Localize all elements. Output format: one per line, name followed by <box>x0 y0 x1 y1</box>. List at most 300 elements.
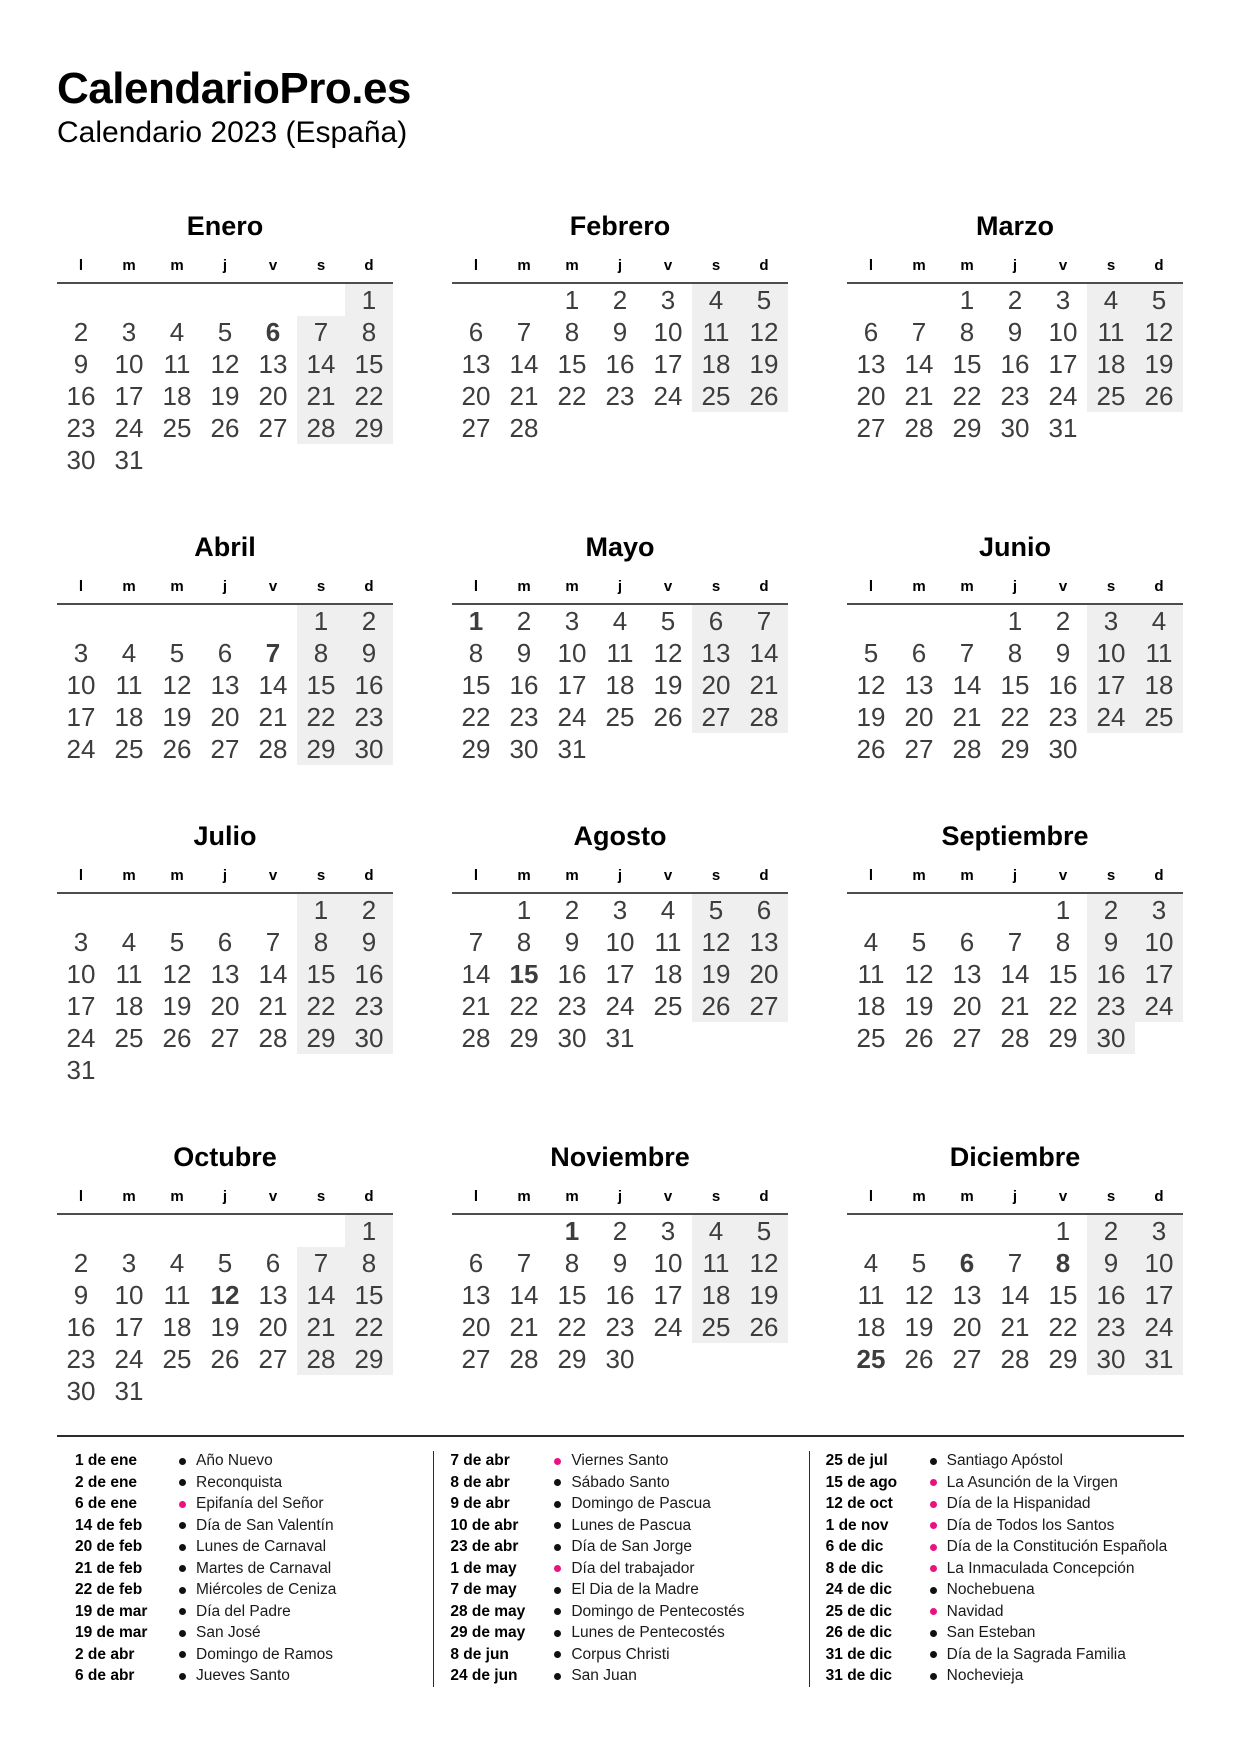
weekday-header: l <box>452 1180 500 1214</box>
day-cell: 6 <box>911 637 927 668</box>
empty-cell <box>895 283 943 316</box>
day-cell: 6 <box>959 926 975 957</box>
empty-cell <box>57 283 105 316</box>
holiday-bullet-icon <box>930 1522 937 1529</box>
empty-cell <box>895 1214 943 1247</box>
day-cell: 22 <box>297 701 345 733</box>
day-cell: 14 <box>258 958 288 989</box>
day-cell: 17 <box>66 701 96 732</box>
day-cell: 30 <box>1087 1343 1135 1375</box>
day-cell: 20 <box>258 381 288 412</box>
weekday-header: l <box>452 570 500 604</box>
holiday-bullet-icon <box>930 1608 937 1615</box>
day-cell: 14 <box>258 669 288 700</box>
empty-cell <box>57 893 105 926</box>
day-cell: 28 <box>740 701 788 733</box>
empty-cell <box>692 412 740 444</box>
legend-date: 12 de oct <box>825 1495 893 1513</box>
day-cell: 22 <box>345 1311 393 1343</box>
holiday-bullet-icon <box>554 1673 561 1680</box>
day-cell: 18 <box>692 1279 740 1311</box>
empty-cell <box>644 733 692 765</box>
day-cell: 23 <box>509 701 539 732</box>
weekday-header: s <box>692 859 740 893</box>
day-cell: 16 <box>509 669 539 700</box>
legend-date: 7 de abr <box>450 1452 510 1470</box>
day-cell: 16 <box>1087 958 1135 990</box>
day-cell: 11 <box>857 1279 885 1310</box>
legend-holiday-name: Miércoles de Ceniza <box>196 1581 337 1599</box>
legend-column-3 <box>809 1451 1184 1688</box>
legend-item <box>450 1601 808 1623</box>
empty-cell <box>548 412 596 444</box>
legend-date: 8 de jun <box>450 1645 509 1663</box>
weekday-header: s <box>1087 1180 1135 1214</box>
weekday-header: j <box>991 1180 1039 1214</box>
day-cell: 19 <box>210 381 240 412</box>
day-cell: 15 <box>297 669 345 701</box>
day-cell: 28 <box>461 1022 491 1053</box>
day-cell: 28 <box>258 733 288 764</box>
day-cell: 3 <box>121 1247 137 1278</box>
day-cell: 7 <box>1007 1247 1023 1278</box>
day-cell: 9 <box>345 926 393 958</box>
weekday-header: m <box>895 249 943 283</box>
holiday-bullet-icon <box>930 1544 937 1551</box>
day-cell: 28 <box>1000 1022 1030 1053</box>
day-cell: 16 <box>1000 349 1030 380</box>
holiday-bullet-icon <box>930 1458 937 1465</box>
day-cell: 26 <box>1135 380 1183 412</box>
legend-item <box>75 1601 433 1623</box>
day-cell: 6 <box>265 1247 281 1278</box>
day-cell: 29 <box>461 733 491 764</box>
legend-holiday-name: Año Nuevo <box>196 1452 273 1470</box>
empty-cell <box>692 1022 740 1054</box>
holiday-bullet-icon <box>179 1544 186 1551</box>
day-cell: 29 <box>509 1022 539 1053</box>
legend-holiday-name: Corpus Christi <box>571 1645 670 1663</box>
empty-cell <box>201 1214 249 1247</box>
month-title: Mayo <box>585 532 655 563</box>
day-cell: 26 <box>740 380 788 412</box>
day-cell: 23 <box>605 1311 635 1342</box>
empty-cell <box>297 1214 345 1247</box>
day-cell: 5 <box>217 1247 233 1278</box>
day-cell: 10 <box>66 958 96 989</box>
legend-item <box>75 1494 433 1516</box>
day-cell: 23 <box>605 381 635 412</box>
legend-holiday-name: San Juan <box>571 1667 637 1685</box>
day-cell: 8 <box>345 1247 393 1279</box>
legend-item <box>450 1623 808 1645</box>
holiday-bullet-icon <box>179 1630 186 1637</box>
day-cell: 8 <box>1055 926 1071 957</box>
day-cell: 30 <box>1048 733 1078 764</box>
holiday-bullet-icon <box>179 1587 186 1594</box>
empty-cell <box>105 283 153 316</box>
day-cell: 5 <box>217 317 233 348</box>
legend-item <box>450 1558 808 1580</box>
weekday-header: m <box>153 249 201 283</box>
day-cell: 11 <box>654 926 682 957</box>
empty-cell <box>201 1375 249 1407</box>
day-cell: 10 <box>1135 1247 1183 1279</box>
weekday-header: d <box>740 1180 788 1214</box>
weekday-header: m <box>895 1180 943 1214</box>
legend-column-2 <box>433 1451 808 1688</box>
day-cell: 17 <box>1087 669 1135 701</box>
weekday-header: d <box>345 570 393 604</box>
empty-cell <box>345 444 393 476</box>
empty-cell <box>297 1054 345 1086</box>
day-cell: 29 <box>1048 1022 1078 1053</box>
empty-cell <box>153 444 201 476</box>
day-cell: 23 <box>345 990 393 1022</box>
day-cell: 26 <box>904 1022 934 1053</box>
month-table <box>847 570 1183 765</box>
day-cell: 15 <box>557 349 587 380</box>
legend-date: 21 de feb <box>75 1559 143 1577</box>
day-cell: 7 <box>297 316 345 348</box>
day-cell: 27 <box>692 701 740 733</box>
day-cell: 27 <box>461 413 491 444</box>
weekday-header: l <box>452 859 500 893</box>
weekday-header: v <box>249 570 297 604</box>
day-cell: 30 <box>557 1022 587 1053</box>
day-cell: 11 <box>115 669 143 700</box>
day-cell: 19 <box>162 701 192 732</box>
weekday-header: l <box>57 249 105 283</box>
legend-item <box>450 1515 808 1537</box>
day-cell: 25 <box>692 380 740 412</box>
day-cell: 4 <box>863 1247 879 1278</box>
legend-item <box>75 1515 433 1537</box>
day-cell: 13 <box>692 637 740 669</box>
day-cell: 23 <box>557 990 587 1021</box>
day-cell: 9 <box>1007 317 1023 348</box>
holiday-bullet-icon <box>554 1458 561 1465</box>
legend-item <box>826 1580 1184 1602</box>
legend-date: 25 de dic <box>825 1602 892 1620</box>
day-cell: 29 <box>1048 1343 1078 1374</box>
empty-cell <box>692 1343 740 1375</box>
day-cell: 5 <box>660 605 676 636</box>
day-cell: 24 <box>1048 381 1078 412</box>
day-cell: 12 <box>210 1279 240 1310</box>
day-cell: 29 <box>952 413 982 444</box>
day-cell: 28 <box>509 1343 539 1374</box>
day-cell: 2 <box>612 1215 628 1246</box>
day-cell: 21 <box>509 381 539 412</box>
day-cell: 10 <box>653 1247 683 1278</box>
empty-cell <box>249 1375 297 1407</box>
day-cell: 1 <box>1007 605 1023 636</box>
weekday-header: d <box>345 249 393 283</box>
empty-cell <box>500 1214 548 1247</box>
day-cell: 2 <box>1055 605 1071 636</box>
legend-holiday-name: Viernes Santo <box>571 1452 669 1470</box>
day-cell: 1 <box>297 604 345 637</box>
day-cell: 14 <box>904 349 934 380</box>
weekday-header: j <box>201 570 249 604</box>
legend-item <box>826 1494 1184 1516</box>
month-febrero <box>452 211 788 444</box>
day-cell: 26 <box>692 990 740 1022</box>
day-cell: 13 <box>210 669 240 700</box>
day-cell: 24 <box>1135 990 1183 1022</box>
legend-holiday-name: Nochevieja <box>946 1667 1024 1685</box>
day-cell: 5 <box>169 926 185 957</box>
legend-date: 19 de mar <box>75 1602 148 1620</box>
day-cell: 23 <box>1048 701 1078 732</box>
weekday-header: s <box>1087 249 1135 283</box>
day-cell: 6 <box>692 604 740 637</box>
empty-cell <box>644 1022 692 1054</box>
day-cell: 11 <box>692 316 740 348</box>
weekday-header: l <box>57 1180 105 1214</box>
day-cell: 12 <box>740 1247 788 1279</box>
day-cell: 17 <box>557 669 587 700</box>
day-cell: 2 <box>345 893 393 926</box>
day-cell: 31 <box>605 1022 635 1053</box>
day-cell: 8 <box>297 926 345 958</box>
empty-cell <box>57 604 105 637</box>
empty-cell <box>201 1054 249 1086</box>
day-cell: 3 <box>1135 893 1183 926</box>
day-cell: 11 <box>606 637 634 668</box>
day-cell: 25 <box>856 1343 886 1374</box>
weekday-header: j <box>596 859 644 893</box>
legend-date: 24 de jun <box>450 1667 518 1685</box>
day-cell: 5 <box>740 1214 788 1247</box>
empty-cell <box>452 893 500 926</box>
day-cell: 5 <box>740 283 788 316</box>
day-cell: 31 <box>557 733 587 764</box>
legend-item <box>75 1537 433 1559</box>
day-cell: 10 <box>66 669 96 700</box>
month-mayo <box>452 532 788 765</box>
legend-holiday-name: Jueves Santo <box>196 1667 290 1685</box>
legend-holiday-name: San José <box>196 1624 261 1642</box>
legend-item <box>450 1451 808 1473</box>
legend-date: 1 de ene <box>75 1452 138 1470</box>
day-cell: 4 <box>121 926 137 957</box>
day-cell: 16 <box>345 958 393 990</box>
legend-holiday-name: Lunes de Pascua <box>571 1516 692 1534</box>
weekday-header: v <box>1039 859 1087 893</box>
weekday-header: m <box>105 249 153 283</box>
holiday-bullet-icon <box>179 1458 186 1465</box>
weekday-header: l <box>57 859 105 893</box>
day-cell: 9 <box>1087 926 1135 958</box>
day-cell: 20 <box>461 1311 491 1342</box>
empty-cell <box>991 1214 1039 1247</box>
empty-cell <box>153 604 201 637</box>
day-cell: 23 <box>345 701 393 733</box>
weekday-header: s <box>297 249 345 283</box>
day-cell: 26 <box>653 701 683 732</box>
day-cell: 30 <box>1087 1022 1135 1054</box>
empty-cell <box>596 412 644 444</box>
day-cell: 14 <box>297 348 345 380</box>
empty-cell <box>201 893 249 926</box>
day-cell: 2 <box>1007 285 1023 316</box>
weekday-header: d <box>1135 249 1183 283</box>
weekday-header: j <box>596 249 644 283</box>
month-table <box>57 570 393 765</box>
day-cell: 29 <box>557 1343 587 1374</box>
day-cell: 21 <box>1000 990 1030 1021</box>
day-cell: 2 <box>516 605 532 636</box>
day-cell: 22 <box>952 381 982 412</box>
day-cell: 4 <box>692 283 740 316</box>
weekday-header: m <box>548 570 596 604</box>
day-cell: 7 <box>516 317 532 348</box>
holiday-bullet-icon <box>930 1673 937 1680</box>
day-cell: 8 <box>516 926 532 957</box>
day-cell: 11 <box>163 349 191 380</box>
day-cell: 13 <box>461 349 491 380</box>
day-cell: 21 <box>509 1311 539 1342</box>
day-cell: 25 <box>1135 701 1183 733</box>
day-cell: 6 <box>217 637 233 668</box>
legend-item <box>75 1472 433 1494</box>
day-cell: 13 <box>904 669 934 700</box>
day-cell: 15 <box>1000 669 1030 700</box>
day-cell: 2 <box>73 317 89 348</box>
legend-date: 10 de abr <box>450 1516 519 1534</box>
legend-holiday-name: Reconquista <box>196 1473 283 1491</box>
day-cell: 20 <box>210 701 240 732</box>
day-cell: 15 <box>557 1279 587 1310</box>
day-cell: 18 <box>856 1311 886 1342</box>
day-cell: 18 <box>162 1311 192 1342</box>
day-cell: 10 <box>114 349 144 380</box>
day-cell: 16 <box>66 1311 96 1342</box>
day-cell: 8 <box>564 1247 580 1278</box>
month-noviembre <box>452 1142 788 1375</box>
day-cell: 9 <box>516 637 532 668</box>
legend-item <box>826 1601 1184 1623</box>
day-cell: 6 <box>265 317 281 348</box>
empty-cell <box>943 1214 991 1247</box>
empty-cell <box>847 283 895 316</box>
day-cell: 1 <box>564 285 580 316</box>
day-cell: 17 <box>1135 1279 1183 1311</box>
day-cell: 3 <box>121 317 137 348</box>
day-cell: 3 <box>1135 1214 1183 1247</box>
legend-date: 8 de abr <box>450 1473 510 1491</box>
day-cell: 18 <box>1135 669 1183 701</box>
day-cell: 31 <box>114 1375 144 1406</box>
legend-holiday-name: Lunes de Carnaval <box>196 1538 327 1556</box>
day-cell: 27 <box>258 1343 288 1374</box>
day-cell: 2 <box>345 604 393 637</box>
day-cell: 18 <box>1087 348 1135 380</box>
day-cell: 3 <box>73 637 89 668</box>
day-cell: 9 <box>1087 1247 1135 1279</box>
empty-cell <box>201 444 249 476</box>
empty-cell <box>1135 733 1183 765</box>
legend-holiday-name: Día de San Valentín <box>196 1516 334 1534</box>
empty-cell <box>991 893 1039 926</box>
day-cell: 12 <box>210 349 240 380</box>
day-cell: 15 <box>509 958 539 989</box>
legend-item <box>75 1451 433 1473</box>
day-cell: 11 <box>115 958 143 989</box>
month-table <box>452 859 788 1054</box>
legend-date: 19 de mar <box>75 1624 148 1642</box>
weekday-header: m <box>153 859 201 893</box>
day-cell: 22 <box>557 1311 587 1342</box>
month-title: Noviembre <box>550 1141 690 1172</box>
legend-item <box>75 1623 433 1645</box>
weekday-header: m <box>943 570 991 604</box>
empty-cell <box>644 412 692 444</box>
legend-holiday-name: La Asunción de la Virgen <box>946 1473 1118 1491</box>
month-agosto <box>452 821 788 1054</box>
legend-holiday-name: San Esteban <box>946 1624 1036 1642</box>
weekday-header: j <box>201 859 249 893</box>
legend-column-1 <box>57 1451 433 1688</box>
weekday-header: l <box>57 570 105 604</box>
day-cell: 8 <box>564 317 580 348</box>
legend-holiday-name: Día de San Jorge <box>571 1538 692 1556</box>
month-title: Febrero <box>569 211 671 242</box>
month-table <box>847 859 1183 1054</box>
day-cell: 6 <box>959 1247 975 1278</box>
day-cell: 22 <box>1048 1311 1078 1342</box>
day-cell: 25 <box>1087 380 1135 412</box>
empty-cell <box>297 1375 345 1407</box>
weekday-header: l <box>452 249 500 283</box>
empty-cell <box>740 412 788 444</box>
holiday-bullet-icon <box>554 1630 561 1637</box>
empty-cell <box>1135 1022 1183 1054</box>
empty-cell <box>153 893 201 926</box>
month-title: Septiembre <box>941 820 1089 851</box>
day-cell: 8 <box>959 317 975 348</box>
day-cell: 25 <box>653 990 683 1021</box>
month-title: Junio <box>979 532 1051 563</box>
day-cell: 13 <box>258 1279 288 1310</box>
holiday-bullet-icon <box>179 1608 186 1615</box>
holiday-bullet-icon <box>179 1673 186 1680</box>
empty-cell <box>1087 733 1135 765</box>
day-cell: 6 <box>468 317 484 348</box>
legend-date: 8 de dic <box>825 1559 884 1577</box>
weekday-header: s <box>692 570 740 604</box>
empty-cell <box>153 283 201 316</box>
legend-date: 23 de abr <box>450 1538 519 1556</box>
weekday-header: m <box>105 570 153 604</box>
weekday-header: m <box>895 570 943 604</box>
legend-holiday-name: Sábado Santo <box>571 1473 670 1491</box>
day-cell: 25 <box>114 733 144 764</box>
legend-date: 9 de abr <box>450 1495 510 1513</box>
day-cell: 9 <box>1055 637 1071 668</box>
day-cell: 13 <box>210 958 240 989</box>
day-cell: 20 <box>740 958 788 990</box>
holiday-bullet-icon <box>554 1544 561 1551</box>
day-cell: 19 <box>856 701 886 732</box>
day-cell: 19 <box>162 990 192 1021</box>
day-cell: 25 <box>856 1022 886 1053</box>
day-cell: 19 <box>740 348 788 380</box>
day-cell: 27 <box>461 1343 491 1374</box>
day-cell: 18 <box>692 348 740 380</box>
